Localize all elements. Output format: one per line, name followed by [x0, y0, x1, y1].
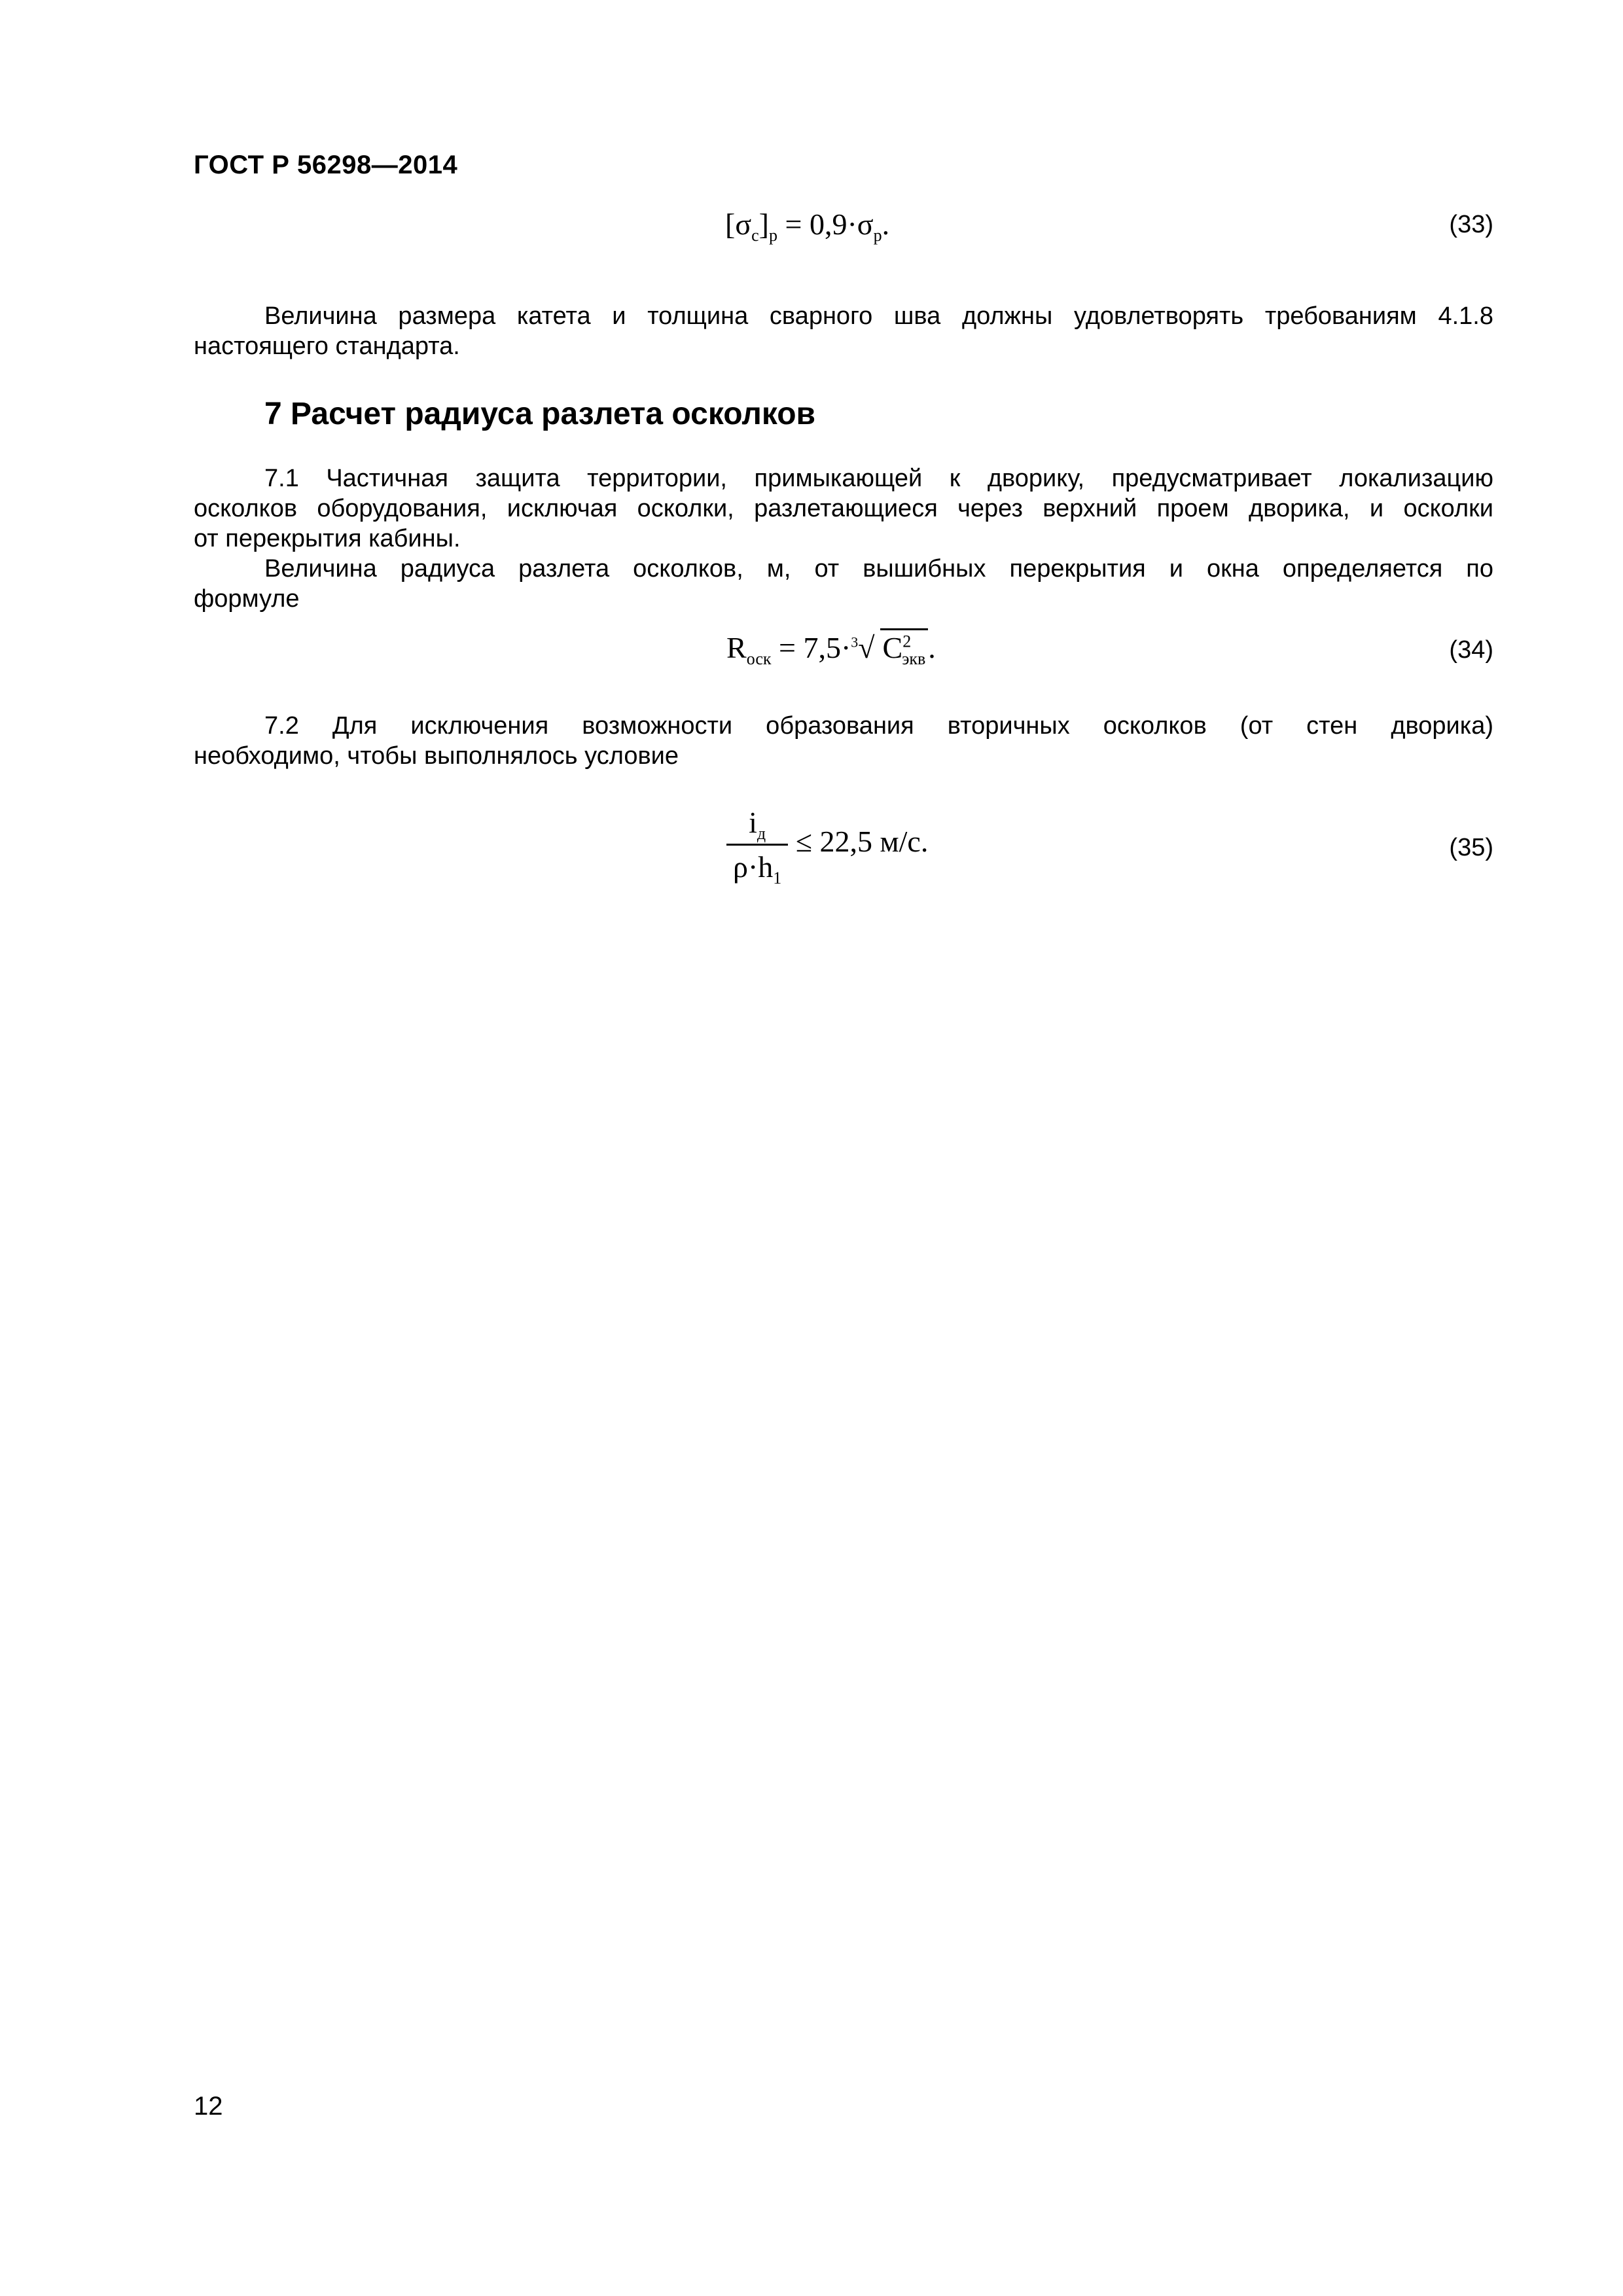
page-number: 12: [194, 2092, 223, 2121]
equation-number-34: (34): [1449, 636, 1493, 664]
paragraph-7-1-line-3: от перекрытия кабины.: [194, 525, 461, 552]
equation-number-35: (35): [1449, 834, 1493, 861]
fraction: $\frac{i_д}{\rho\cdot h_1}$: [726, 805, 788, 884]
paragraph-7-1-line-5: формуле: [194, 585, 300, 613]
paragraph-7-2-line-2: необходимо, чтобы выполнялось условие: [194, 742, 679, 770]
paragraph-weld-line-2: настоящего стандарта.: [194, 332, 460, 360]
standard-code-header: ГОСТ Р 56298—2014: [194, 151, 458, 179]
paragraph-7-2-line-1: 7.2 Для исключения возможности образования вторичных осколков (от стен дворика): [264, 712, 1493, 740]
section-7-heading: 7 Расчет радиуса разлета осколков: [264, 397, 816, 431]
formula-33: $[\sigma_c]_p = 0,9\cdot\sigma_p$.: [725, 207, 890, 245]
paragraph-weld-line-1: Величина размера катета и толщина сварного шва должны удовлетворять требованиям 4.1.8: [264, 302, 1493, 330]
formula-34: $R_{оск} = 7,5\cdot^3√$ $C^2_{экв}$.: [726, 628, 936, 665]
paragraph-7-1-line-2: осколков оборудования, исключая осколки, разлетающиеся через верхний проем дворика, и осколки: [194, 495, 1493, 522]
cube-root: $^3$√ $C^2_{экв}$: [851, 628, 928, 665]
equation-number-33: (33): [1449, 211, 1493, 238]
formula-35: $\frac{i_д}{\rho\cdot h_1}$ ≤ 22,5 м/с.: [726, 805, 928, 884]
paragraph-7-1-line-1: 7.1 Частичная защита территории, примыкающей к дворику, предусматривает локализацию: [264, 465, 1493, 492]
paragraph-7-1-line-4: Величина радиуса разлета осколков, м, от вышибных перекрытия и окна определяется по: [264, 555, 1493, 583]
